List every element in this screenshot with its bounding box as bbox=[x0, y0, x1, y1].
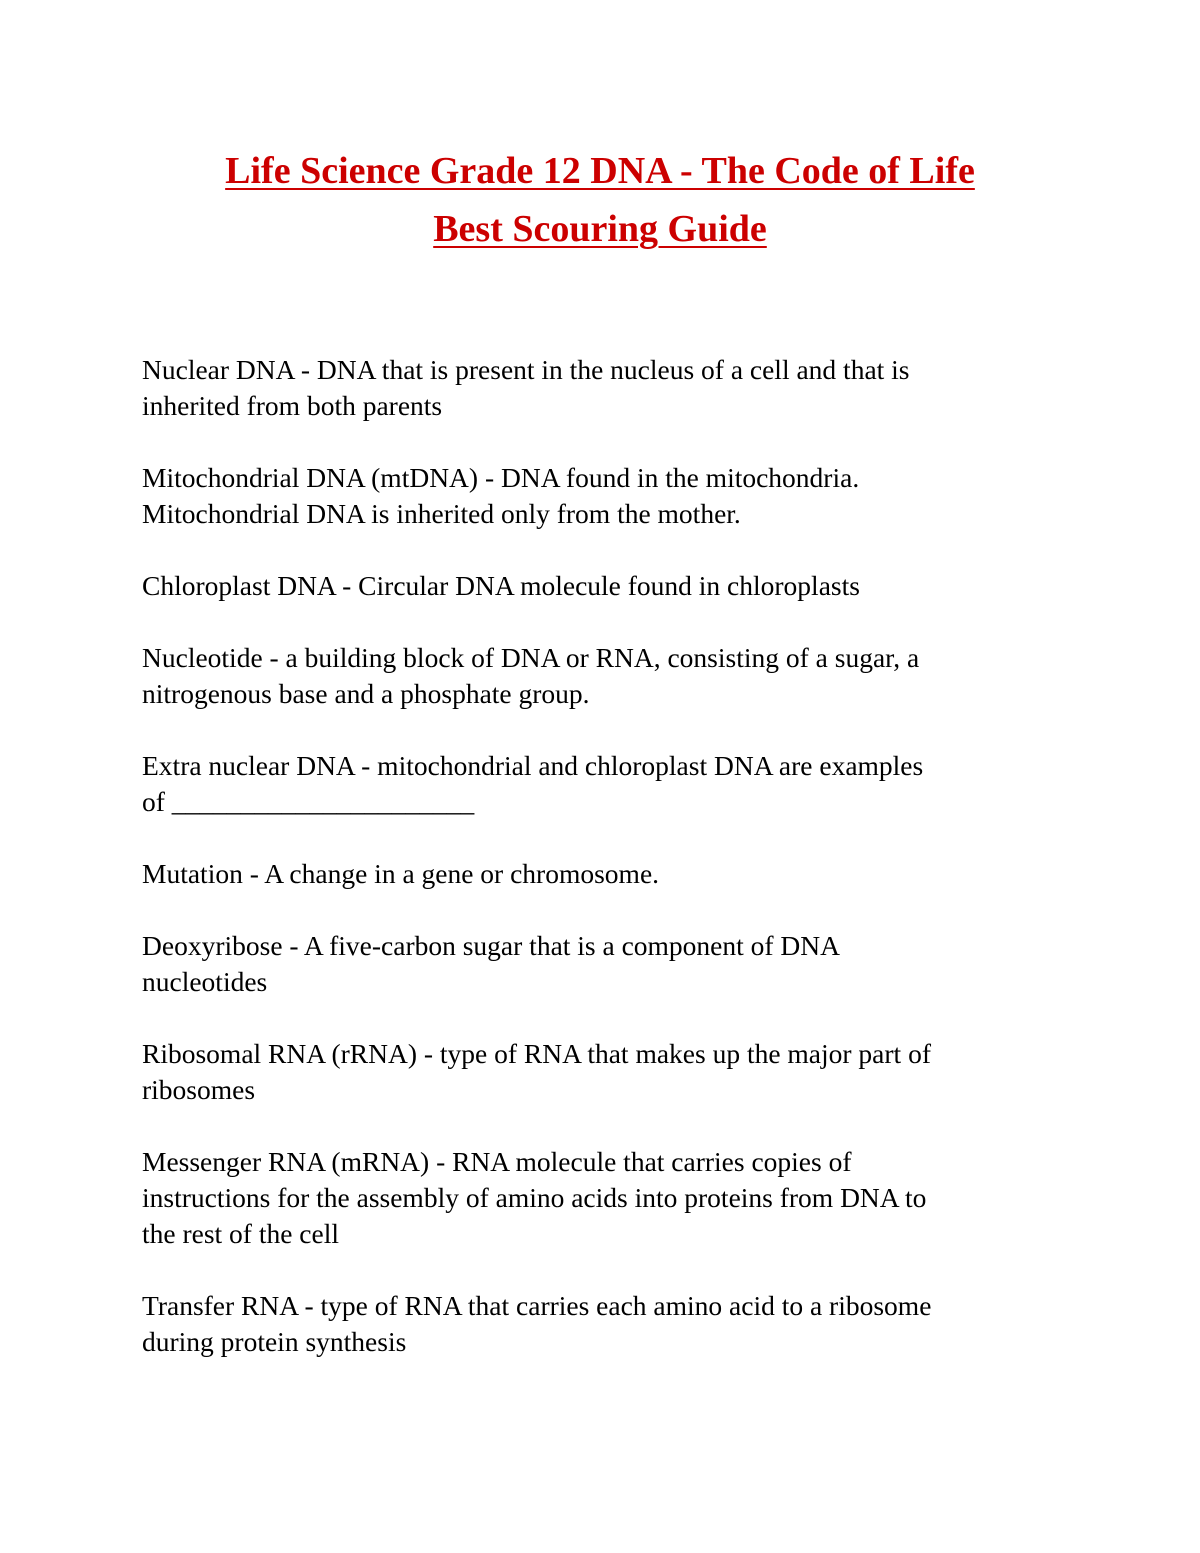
definition-line: Mitochondrial DNA is inherited only from the mother. bbox=[142, 498, 741, 529]
definition-line: Extra nuclear DNA - mitochondrial and chloroplast DNA are examples bbox=[142, 750, 924, 781]
definition-ribosomal-rna bbox=[142, 1036, 1062, 1108]
definition-line: the rest of the cell bbox=[142, 1218, 339, 1249]
definition-line: Deoxyribose - A five-carbon sugar that is a component of DNA bbox=[142, 930, 841, 961]
title-line-1: Life Science Grade 12 DNA - The Code of Life bbox=[225, 150, 975, 192]
definition-line: Nucleotide - a building block of DNA or RNA, consisting of a sugar, a bbox=[142, 642, 920, 673]
definition-line: Chloroplast DNA - Circular DNA molecule found in chloroplasts bbox=[142, 570, 860, 601]
definition-transfer-rna bbox=[142, 1288, 1062, 1360]
definitions-list bbox=[142, 352, 1062, 1396]
definition-line: inherited from both parents bbox=[142, 390, 443, 421]
definition-line: Nuclear DNA - DNA that is present in the nucleus of a cell and that is bbox=[142, 354, 910, 385]
definition-nuclear-dna bbox=[142, 352, 1062, 424]
definition-line: during protein synthesis bbox=[142, 1326, 407, 1357]
document-title bbox=[0, 142, 1200, 258]
definition-line: nitrogenous base and a phosphate group. bbox=[142, 678, 590, 709]
definition-messenger-rna bbox=[142, 1144, 1062, 1252]
definition-line: Ribosomal RNA (rRNA) - type of RNA that makes up the major part of bbox=[142, 1038, 931, 1069]
definition-line: nucleotides bbox=[142, 966, 268, 997]
definition-deoxyribose bbox=[142, 928, 1062, 1000]
definition-extra-nuclear-dna bbox=[142, 748, 1062, 820]
definition-line: Transfer RNA - type of RNA that carries each amino acid to a ribosome bbox=[142, 1290, 932, 1321]
definition-mutation bbox=[142, 856, 1062, 892]
title-line-2: Best Scouring Guide bbox=[433, 208, 767, 250]
definition-line: instructions for the assembly of amino acids into proteins from DNA to bbox=[142, 1182, 927, 1213]
definition-nucleotide bbox=[142, 640, 1062, 712]
definition-chloroplast-dna bbox=[142, 568, 1062, 604]
definition-line: ribosomes bbox=[142, 1074, 256, 1105]
definition-line: of ______________________ bbox=[142, 786, 475, 817]
definition-mitochondrial-dna bbox=[142, 460, 1062, 532]
definition-line: Messenger RNA (mRNA) - RNA molecule that carries copies of bbox=[142, 1146, 852, 1177]
definition-line: Mitochondrial DNA (mtDNA) - DNA found in the mitochondria. bbox=[142, 462, 860, 493]
definition-line: Mutation - A change in a gene or chromosome. bbox=[142, 858, 660, 889]
